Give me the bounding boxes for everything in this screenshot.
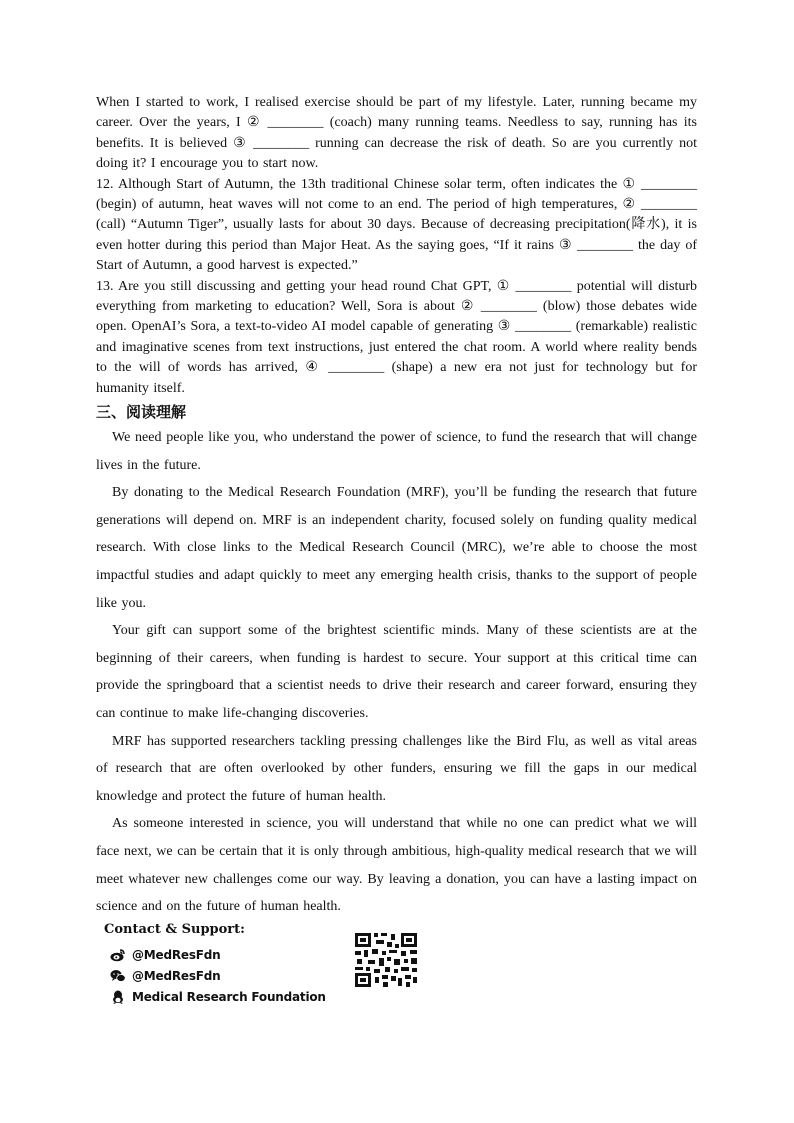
- wechat-icon: [110, 969, 126, 983]
- reading-paragraph-2: By donating to the Medical Research Foundation (MRF), you’ll be funding the research that future generations will depend on. MRF is an independent charity, focused solely on funding quality medical research. With close links to the Medical Research Council (MRC), we’re able to choose the most impactful studies and adapt quickly to meet any emerging health crisis, thanks to the support of people like you.: [96, 485, 697, 611]
- weibo-handle[interactable]: @MedResFdn: [132, 948, 221, 962]
- reading-passage: [96, 424, 697, 921]
- reading-paragraph-4: MRF has supported researchers tackling pressing challenges like the Bird Flu, as well as vital areas of research that are often overlooked by other funders, ensuring we fill the gaps in our medical knowledge and protect the future of human health.: [96, 733, 697, 804]
- reading-paragraph-5: As someone interested in science, you will understand that while no one can predict what we will face next, we can be certain that it is only through ambitious, high-quality medical research that we will meet whatever new challenges come our way. By leaving a donation, you can have a lasting impact on science and on the future of human health.: [96, 816, 697, 915]
- wechat-handle[interactable]: @MedResFdn: [132, 969, 221, 983]
- contact-row-qq: [110, 990, 326, 1004]
- weibo-icon: [110, 948, 126, 962]
- qq-name[interactable]: Medical Research Foundation: [132, 990, 326, 1004]
- contact-support-box: [104, 920, 434, 1010]
- qq-penguin-icon: [110, 990, 126, 1004]
- cloze-item-12: 12. Although Start of Autumn, the 13th traditional Chinese solar term, often indicates the ① ________ (begin) of autumn, heat waves will not come to an end. The period of high temperatures, ② ________ (call) “Autumn Tiger”, usually lasts for about 30 days. Because of decreasing precipitation(降水), it is even hotter during this period than Major Heat. As the saying goes, “If it rains ③ ________ the day of Start of Autumn, a good harvest is expected.”: [96, 176, 697, 274]
- reading-paragraph-1: We need people like you, who understand the power of science, to fund the research that will change lives in the future.: [96, 430, 697, 473]
- contact-row-weibo: [110, 948, 221, 962]
- section-heading-reading: 三、阅读理解: [96, 403, 187, 422]
- qr-code-icon[interactable]: [354, 932, 418, 988]
- reading-paragraph-3: Your gift can support some of the brightest scientific minds. Many of these scientists are at the beginning of their careers, when funding is hardest to secure. Your support at this critical time can provide the springboard that a scientist needs to drive their research and career forward, ensuring they can continue to make life-changing discoveries.: [96, 623, 697, 722]
- worksheet-page: [96, 93, 697, 921]
- contact-row-wechat: [110, 969, 221, 983]
- cloze-item-13: 13. Are you still discussing and getting your head round Chat GPT, ① ________ potential will disturb everything from marketing to education? Well, Sora is about ② ________ (blow) those debates wide open. OpenAI’s Sora, a text-to-video AI model capable of generating ③ ________ (remarkable) realistic and imaginative scenes from text instructions, just entered the chat room. A world where reality bends to the will of words has arrived, ④ ________ (shape) a new era not just for technology but for humanity itself.: [96, 278, 697, 396]
- cloze-paragraph-11: When I started to work, I realised exercise should be part of my lifestyle. Later, running became my career. Over the years, I ② ________ (coach) many running teams. Needless to say, running has its benefits. It is believed ③ ________ running can decrease the risk of death. So are you currently not doing it? I encourage you to start now.: [96, 95, 697, 172]
- contact-title: Contact & Support:: [104, 922, 245, 937]
